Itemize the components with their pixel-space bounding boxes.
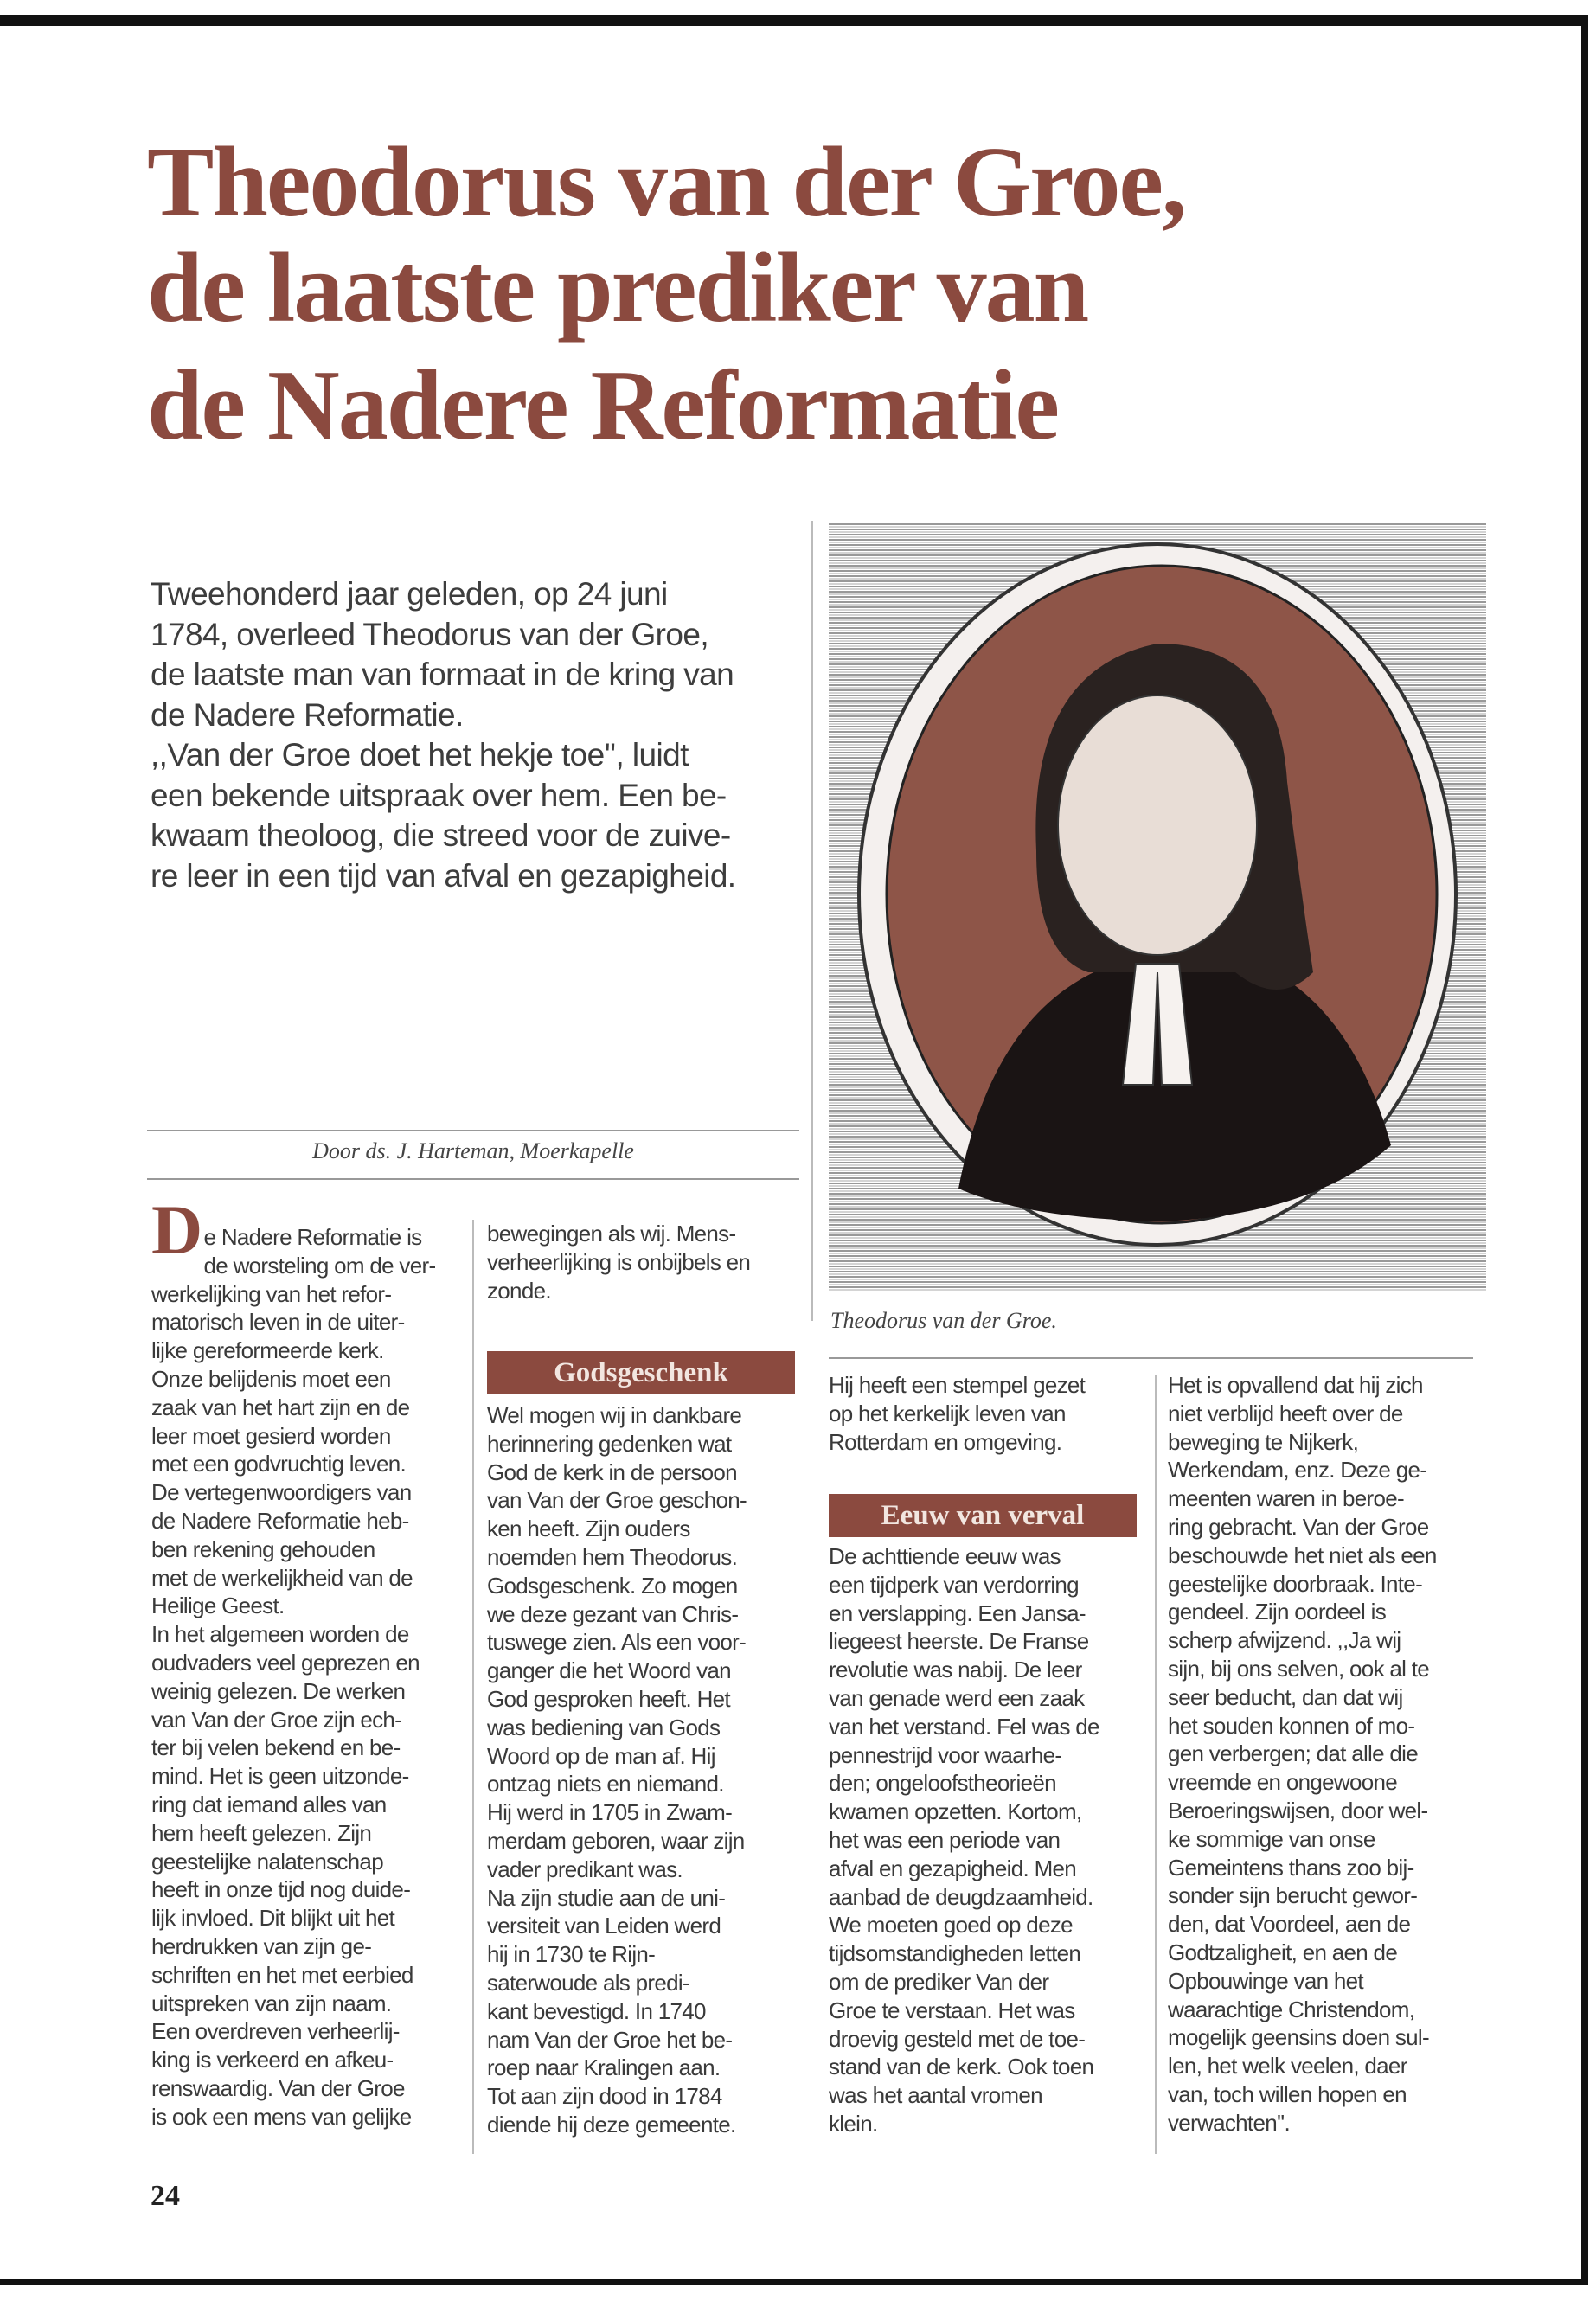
text-line: uitspreken van zijn naam. bbox=[151, 1990, 392, 2016]
page-number: 24 bbox=[151, 2180, 180, 2212]
text-line: de worsteling om de ver- bbox=[203, 1252, 436, 1279]
text-line: en verslapping. Een Jansa- bbox=[829, 1599, 1086, 1626]
text-line: Opbouwinge van het bbox=[1168, 1967, 1363, 1994]
byline-rule-top bbox=[147, 1130, 799, 1131]
text-line: We moeten goed op deze bbox=[829, 1912, 1073, 1939]
drop-cap: D bbox=[151, 1190, 202, 1269]
text-line: pennestrijd voor waarhe- bbox=[829, 1741, 1062, 1768]
text-line: herinnering gedenken wat bbox=[487, 1430, 732, 1457]
page-border-right bbox=[1581, 15, 1588, 2285]
text-line: zonde. bbox=[487, 1277, 551, 1304]
text-line: noemden hem Theodorus. bbox=[487, 1543, 738, 1570]
title-line: Theodorus van der Groe, bbox=[147, 127, 1186, 238]
text-line: een tijdperk van verdorring bbox=[829, 1571, 1079, 1598]
text-line: tuswege zien. Als een voor- bbox=[487, 1629, 747, 1656]
text-line: het was een periode van bbox=[829, 1826, 1061, 1853]
intro-paragraph bbox=[151, 574, 808, 896]
text-line: is ook een mens van gelijke bbox=[151, 2103, 412, 2130]
text-line: we deze gezant van Chris- bbox=[487, 1600, 739, 1627]
text-line: Tweehonderd jaar geleden, op 24 juni bbox=[151, 576, 668, 612]
text-line: de Nadere Reformatie. bbox=[151, 696, 464, 733]
text-line: met een godvruchtig leven. bbox=[151, 1451, 406, 1477]
text-line: ben rekening gehouden bbox=[151, 1535, 375, 1562]
text-line: de laatste man van formaat in de kring van bbox=[151, 657, 734, 692]
text-line: van het verstand. Fel was de bbox=[829, 1713, 1099, 1740]
text-line: seer beducht, dan dat wij bbox=[1168, 1683, 1403, 1710]
text-line: Onze belijdenis moet een bbox=[151, 1365, 391, 1392]
text-line: kant bevestigd. In 1740 bbox=[487, 1997, 706, 2024]
text-line: len, het welk veelen, daer bbox=[1168, 2053, 1407, 2080]
column-2-bottom bbox=[487, 1401, 798, 2139]
text-line: God gesproken heeft. Het bbox=[487, 1685, 730, 1712]
text-line: met de werkelijkheid van de bbox=[151, 1564, 413, 1591]
text-line: van Van der Groe geschon- bbox=[487, 1487, 747, 1514]
text-line: re leer in een tijd van afval en gezapigheid. bbox=[151, 857, 736, 894]
column-4 bbox=[1168, 1371, 1479, 2138]
portrait-caption: Theodorus van der Groe. bbox=[830, 1308, 1057, 1333]
text-line: 1784, overleed Theodorus van der Groe, bbox=[151, 616, 709, 652]
text-line: hij in 1730 te Rijn- bbox=[487, 1941, 656, 1968]
text-line: Na zijn studie aan de uni- bbox=[487, 1884, 726, 1911]
text-line: saterwoude als predi- bbox=[487, 1969, 689, 1996]
section-heading-eeuw-van-verval: Eeuw van verval bbox=[829, 1494, 1137, 1537]
text-line: Werkendam, enz. Deze ge- bbox=[1168, 1457, 1427, 1484]
title-line: de Nadere Reformatie bbox=[147, 350, 1058, 461]
text-line: Het is opvallend dat hij zich bbox=[1168, 1372, 1423, 1398]
text-line: De vertegenwoordigers van bbox=[151, 1479, 412, 1506]
text-line: stand van de kerk. Ook toen bbox=[829, 2054, 1094, 2080]
text-line: zaak van het hart zijn en de bbox=[151, 1394, 410, 1420]
face bbox=[1058, 695, 1257, 955]
text-line: lijk invloed. Dit blijkt uit het bbox=[151, 1905, 395, 1932]
text-line: den, dat Voordeel, aen de bbox=[1168, 1911, 1411, 1938]
text-line: In het algemeen worden de bbox=[151, 1621, 409, 1648]
column-1 bbox=[151, 1190, 463, 2131]
column-divider bbox=[1155, 1375, 1157, 2154]
text-line: verheerlijking is onbijbels en bbox=[487, 1248, 751, 1275]
text-line: ter bij velen bekend en be- bbox=[151, 1734, 401, 1761]
text-line: geestelijke doorbraak. Inte- bbox=[1168, 1570, 1423, 1597]
text-line: een bekende uitspraak over hem. Een be- bbox=[151, 777, 727, 813]
column-3-bottom bbox=[829, 1542, 1140, 2138]
text-line: herdrukken van zijn ge- bbox=[151, 1932, 372, 1959]
text-line: Tot aan zijn dood in 1784 bbox=[487, 2083, 722, 2110]
text-line: tijdsomstandigheden letten bbox=[829, 1940, 1081, 1967]
text-line: meenten waren in beroe- bbox=[1168, 1485, 1404, 1512]
text-line: ken heeft. Zijn ouders bbox=[487, 1516, 690, 1542]
text-line: ring dat iemand alles van bbox=[151, 1791, 387, 1817]
text-line: sonder sijn berucht gewor- bbox=[1168, 1882, 1418, 1909]
text-line: gen verbergen; dat alle die bbox=[1168, 1740, 1418, 1767]
text-line: revolutie was nabij. De leer bbox=[829, 1657, 1082, 1683]
text-line: Hij heeft een stempel gezet bbox=[829, 1372, 1086, 1398]
section-heading-godsgeschenk: Godsgeschenk bbox=[487, 1351, 795, 1394]
text-line: Woord op de man af. Hij bbox=[487, 1742, 715, 1769]
column-divider bbox=[472, 1220, 474, 2154]
page-border-top bbox=[0, 15, 1585, 26]
text-line: vreemde en ongewoone bbox=[1168, 1769, 1397, 1796]
byline: Door ds. J. Harteman, Moerkapelle bbox=[312, 1138, 634, 1163]
text-line: van, toch willen hopen en bbox=[1168, 2080, 1407, 2107]
text-line: e Nadere Reformatie is bbox=[203, 1224, 422, 1250]
text-line: was bediening van Gods bbox=[487, 1714, 721, 1740]
text-line: bewegingen als wij. Mens- bbox=[487, 1221, 736, 1247]
page-border-bottom bbox=[0, 2279, 1588, 2285]
text-line: ,,Van der Groe doet het hekje toe'', luidt bbox=[151, 737, 689, 772]
text-line: Godtzaligheit, en aen de bbox=[1168, 1939, 1398, 1965]
text-line: geestelijke nalatenschap bbox=[151, 1848, 383, 1875]
text-line: heeft in onze tijd nog duide- bbox=[151, 1876, 411, 1903]
text-line: het souden konnen of mo- bbox=[1168, 1712, 1415, 1739]
text-line: leer moet gesierd worden bbox=[151, 1422, 391, 1449]
text-line: werkelijking van het refor- bbox=[151, 1280, 392, 1307]
divider bbox=[811, 521, 813, 1321]
text-line: ontzag niets en niemand. bbox=[487, 1771, 724, 1798]
text-line: king is verkeerd en afkeu- bbox=[151, 2047, 394, 2073]
text-line: Beroeringswijsen, door wel- bbox=[1168, 1797, 1428, 1823]
text-line: ganger die het Woord van bbox=[487, 1657, 731, 1684]
text-line: renswaardig. Van der Groe bbox=[151, 2074, 405, 2101]
text-line: ke sommige van onse bbox=[1168, 1825, 1375, 1852]
text-line: was het aantal vromen bbox=[829, 2082, 1042, 2109]
text-line: roep naar Kralingen aan. bbox=[487, 2054, 721, 2081]
text-line: Heilige Geest. bbox=[151, 1593, 285, 1619]
text-line: van Van der Groe zijn ech- bbox=[151, 1706, 402, 1733]
text-line: Rotterdam en omgeving. bbox=[829, 1428, 1062, 1455]
text-line: Gemeintens thans zoo bij- bbox=[1168, 1854, 1414, 1881]
text-line: beschouwde het niet als een bbox=[1168, 1541, 1437, 1568]
text-line: om de prediker Van der bbox=[829, 1968, 1049, 1995]
portrait-image bbox=[829, 522, 1486, 1292]
text-line: Groe te verstaan. Het was bbox=[829, 1997, 1075, 2023]
text-line: Wel mogen wij in dankbare bbox=[487, 1402, 742, 1428]
text-line: op het kerkelijk leven van bbox=[829, 1400, 1066, 1426]
text-line: den; ongeloofstheorieën bbox=[829, 1770, 1056, 1797]
text-line: kwamen opzetten. Kortom, bbox=[829, 1798, 1082, 1825]
text-line: klein. bbox=[829, 2110, 878, 2137]
text-line: Hij werd in 1705 in Zwam- bbox=[487, 1799, 733, 1826]
text-line: mogelijk geensins doen sul- bbox=[1168, 2024, 1429, 2051]
text-line: de Nadere Reformatie heb- bbox=[151, 1507, 409, 1534]
text-line: diende hij deze gemeente. bbox=[487, 2111, 736, 2138]
text-line: aanbad de deugdzaamheid. bbox=[829, 1883, 1093, 1910]
text-line: waarachtige Christendom, bbox=[1168, 1996, 1415, 2022]
text-line: sijn, bij ons selven, ook al te bbox=[1168, 1655, 1430, 1682]
text-line: schriften en het met eerbied bbox=[151, 1961, 413, 1988]
text-line: merdam geboren, waar zijn bbox=[487, 1827, 745, 1854]
text-line: matorisch leven in de uiter- bbox=[151, 1309, 405, 1336]
text-line: afval en gezapigheid. Men bbox=[829, 1855, 1077, 1881]
text-line: vader predikant was. bbox=[487, 1856, 683, 1882]
text-line: liegeest heerste. De Franse bbox=[829, 1628, 1089, 1655]
text-line: versiteit van Leiden werd bbox=[487, 1913, 721, 1939]
text-line: nam Van der Groe het be- bbox=[487, 2026, 733, 2053]
text-line: van genade werd een zaak bbox=[829, 1684, 1085, 1711]
column-3-top bbox=[829, 1371, 1140, 1456]
caption-rule bbox=[829, 1357, 1473, 1359]
text-line: weinig gelezen. De werken bbox=[151, 1677, 406, 1704]
text-line: oudvaders veel geprezen en bbox=[151, 1649, 420, 1676]
title-line: de laatste prediker van bbox=[147, 233, 1088, 343]
text-line: Godsgeschenk. Zo mogen bbox=[487, 1572, 738, 1599]
text-line: kwaam theoloog, die streed voor de zuive- bbox=[151, 817, 731, 853]
text-line: beweging te Nijkerk, bbox=[1168, 1428, 1359, 1455]
text-line: niet verblijd heeft over de bbox=[1168, 1400, 1403, 1426]
text-line: droevig gesteld met de toe- bbox=[829, 2025, 1086, 2052]
text-line: hem heeft gelezen. Zijn bbox=[151, 1819, 372, 1846]
byline-rule-bottom bbox=[147, 1178, 799, 1180]
text-line: God de kerk in de persoon bbox=[487, 1458, 737, 1485]
text-line: gendeel. Zijn oordeel is bbox=[1168, 1599, 1387, 1625]
text-line: ring gebracht. Van der Groe bbox=[1168, 1513, 1429, 1540]
article-title bbox=[147, 127, 1186, 461]
text-line: Een overdreven verheerlij- bbox=[151, 2018, 400, 2045]
column-2-top bbox=[487, 1220, 798, 1304]
text-line: lijke gereformeerde kerk. bbox=[151, 1337, 384, 1364]
text-line: De achttiende eeuw was bbox=[829, 1543, 1061, 1569]
text-line: mind. Het is geen uitzonde- bbox=[151, 1763, 409, 1790]
text-line: scherp afwijzend. ,,Ja wij bbox=[1168, 1627, 1401, 1654]
text-line: verwachten''. bbox=[1168, 2109, 1291, 2136]
